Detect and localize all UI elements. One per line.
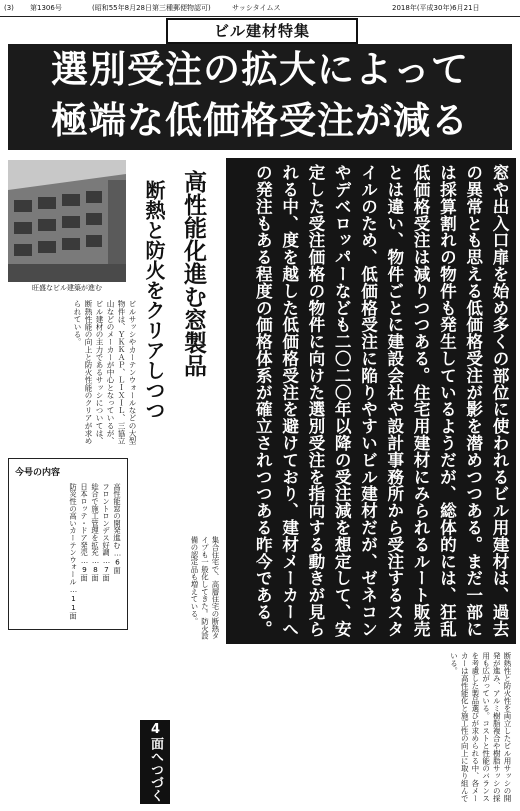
subhead-secondary: 断熱と防火をクリアしつつ — [142, 180, 166, 420]
article-body-2: 集合住宅で、高層住宅の断熱タイプも一般化してきた。防火設備の認定品も増えている。 — [190, 536, 220, 640]
lead-text: 窓や出入口扉を始め多くの部位に使われるビル用建材は、過去の異常とも思える低価格受注が影を潜めつつある。まだ一部には採算割れの物件も発生しているようだが、総体的には、狂乱低価格受注は減りつつある。住宅用建材にみられるルート販売とは違い、物件ごとに建設会社や設計事務所から受注するスタイルのため、低価格受注に陥りやすいビル建材だが、ゼネコンやデベロッパーなども二〇二〇年以降の受注減を想定して、安定した受注価格の物件に向けた選別受注を指向する動きが見られる中、度を越した低価格受注を避けており、建材メーカーへの発注もある程度の価格体系が確立されつつある昨今である。 — [253, 164, 509, 638]
page-header — [0, 0, 520, 17]
issue-number: 第1306号 — [30, 4, 62, 12]
lead-box — [226, 158, 516, 644]
building-photo — [8, 160, 126, 282]
building-image — [8, 160, 126, 282]
headline-block — [8, 44, 512, 150]
contents-item: 高性能窓の開発進む…6面 — [113, 483, 122, 574]
subhead-main: 高性能化進む窓製品 — [180, 170, 206, 377]
contents-item: 日本ロッテ・ドア発売…9面 — [80, 483, 89, 582]
feature-banner: ビル建材特集 — [166, 18, 358, 44]
article-body-3: 断熱性と防火性を両立したビル用サッシの開発が進み、アルミ樹脂複合や樹脂サッシの採用も広がっている。コストと性能のバランスを考慮した製品選びが求められる中、各メーカーは高性能化と施工性の向上に取り組んでいる。 — [449, 652, 512, 802]
page-number: (3) — [4, 4, 14, 12]
issue-date: 2018年(平成30年)6月21日 — [392, 4, 480, 12]
headline-line-1: 選別受注の拡大によって — [51, 48, 469, 91]
contents-list — [68, 483, 123, 623]
article-body-1: ビルサッシやカーテンウォールなどの大型物件は、ＹＫＫＡＰ、ＬＩＸＩＬ、三協立山などのメーカーが中心となっているが、ビル建材の主力であるサッシについては、断熱性能の向上と防火性能のクリアが求められている。 — [73, 300, 137, 445]
headline-line-2: 極端な低価格受注が減る — [51, 99, 469, 142]
continued-marker: 4面へつづく — [140, 720, 170, 804]
photo-caption: 旺盛なビル建築が進む — [32, 284, 102, 292]
contents-item: 総合で施工管理を拡充…8面 — [91, 483, 100, 582]
contents-item: フロントロンデス好調…7面 — [102, 483, 111, 582]
postal-note: (昭和55年8月28日第三種郵便物認可) — [92, 4, 211, 12]
contents-title: 今号の内容 — [15, 468, 61, 478]
newspaper-name: サッシタイムス — [232, 4, 281, 12]
contents-item: 防災性の高いカーテンウォール…11面 — [69, 483, 78, 620]
contents-box — [8, 458, 128, 630]
